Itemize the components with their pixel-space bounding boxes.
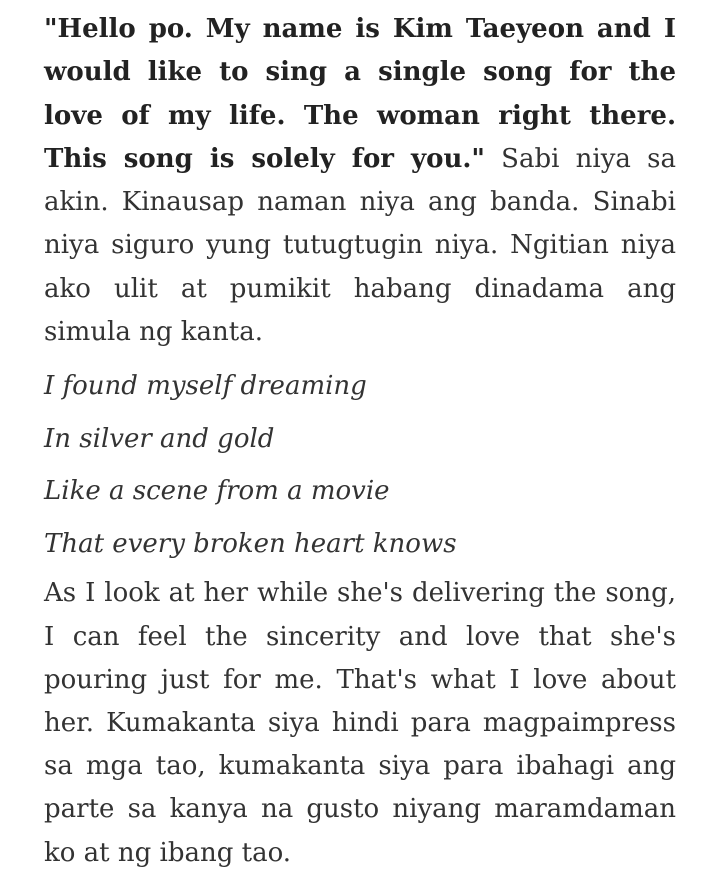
dialogue-quote: "Hello po. My name is Kim Taeyeon and I would like to sing a single song for the love of my life. The woman right there. This song is solely for you." xyxy=(44,14,676,174)
story-paragraph xyxy=(44,8,676,354)
song-lyrics xyxy=(44,360,676,570)
lyric-line: Like a scene from a movie xyxy=(44,476,390,507)
narration-text: Sabi niya sa akin. Kinausap naman niya ang banda. Sinabi niya siguro yung tutugtugin niya. Ngitian niya ako ulit at pumikit habang dinadama ang simula ng kanta. xyxy=(44,143,676,348)
lyric-line: I found myself dreaming xyxy=(44,371,367,402)
lyric-line: That every broken heart knows xyxy=(44,528,457,559)
story-paragraph-2: As I look at her while she's delivering the song, I can feel the sincerity and love that she's pouring just for me. That's what I love about her. Kumakanta siya hindi para magpaimpress sa mga tao, kumakanta siya para ibahagi ang parte sa kanya na gusto niyang maramdaman ko at ng ibang tao. xyxy=(44,578,676,868)
lyric-line: In silver and gold xyxy=(44,423,275,454)
story-text xyxy=(44,8,676,881)
